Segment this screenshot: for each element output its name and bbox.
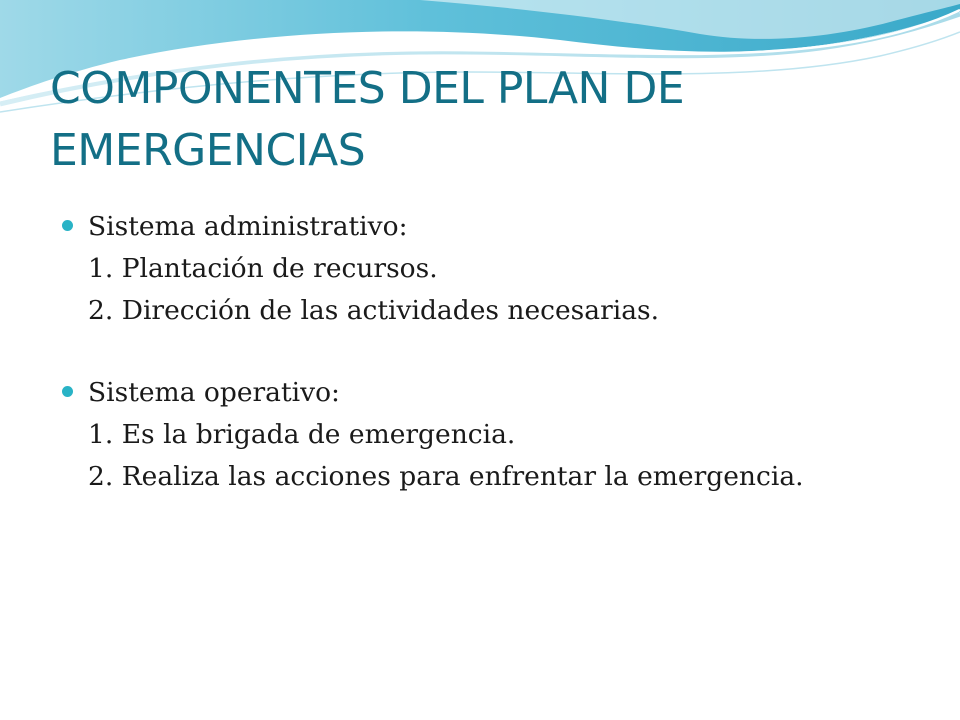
bullet-heading: Sistema operativo:	[88, 377, 340, 408]
bullet-heading: Sistema administrativo:	[88, 211, 408, 242]
bullet-dot-icon	[62, 386, 73, 397]
bullet-subitem: 1. Plantación de recursos.	[88, 253, 438, 284]
bullet-subitem: 1. Es la brigada de emergencia.	[88, 419, 516, 450]
bullet-subitem: 2. Realiza las acciones para enfrentar la emergencia.	[88, 461, 804, 492]
bullet-item	[62, 206, 942, 332]
bullet-subitem: 2. Dirección de las actividades necesarias.	[88, 295, 660, 326]
bullet-item	[62, 372, 942, 498]
slide-title: COMPONENTES DEL PLAN DE EMERGENCIAS	[50, 63, 685, 176]
bullet-list	[62, 206, 942, 538]
bullet-dot-icon	[62, 220, 73, 231]
